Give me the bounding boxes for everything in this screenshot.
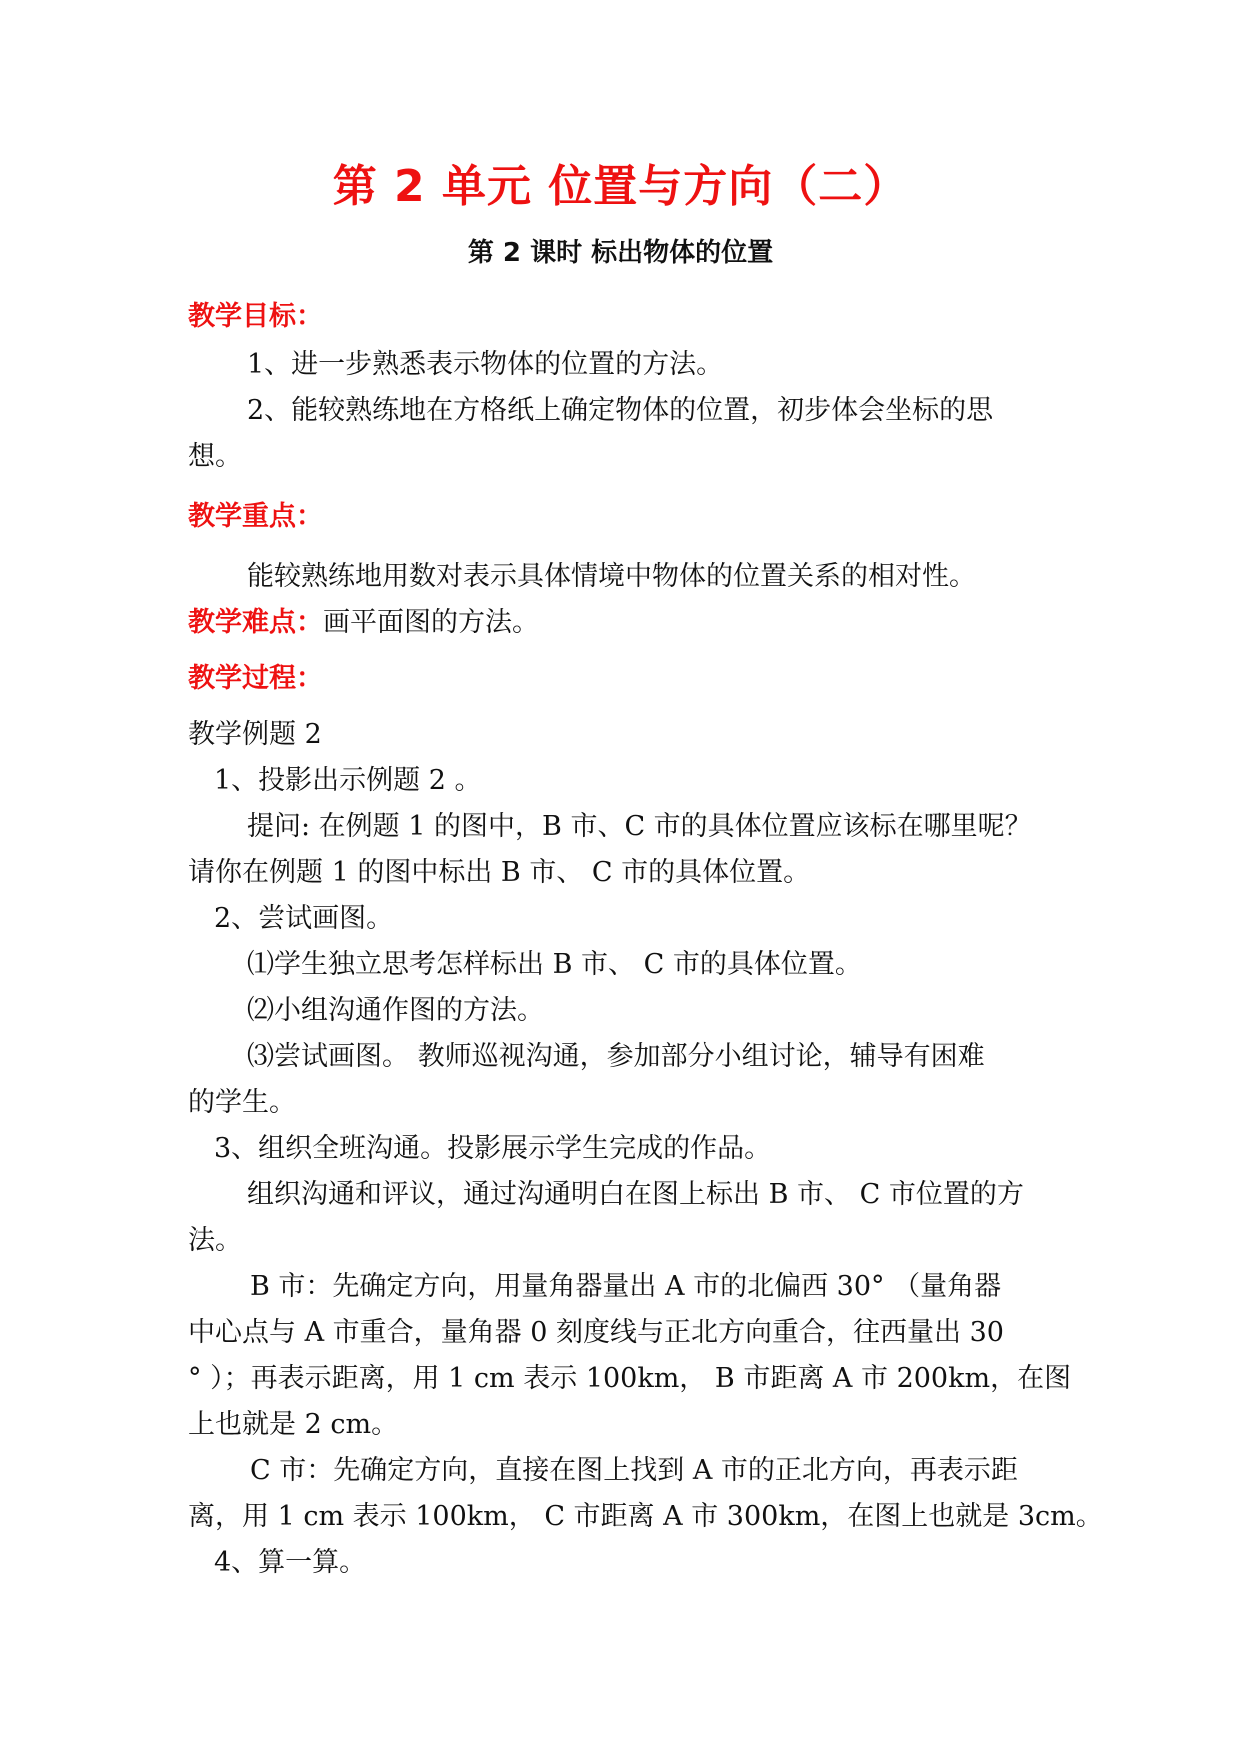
- sub-step-2: ⑵小组沟通作图的方法。: [247, 995, 544, 1026]
- lesson-subtitle: 第 2 课时 标出物体的位置: [467, 238, 774, 268]
- b-city-line-1: B 市：先确定方向，用量角器量出 A 市的北偏西 30° （量角器: [250, 1271, 1002, 1302]
- question-line-1: 提问: 在例题 1 的图中，B 市、C 市的具体位置应该标在哪里呢？: [247, 811, 1032, 842]
- discussion-line-1: 组织沟通和评议，通过沟通明白在图上标出 B 市、 C 市位置的方: [247, 1179, 1024, 1210]
- sub-step-1: ⑴学生独立思考怎样标出 B 市、 C 市的具体位置。: [247, 949, 862, 980]
- c-city-line-2: 离，用 1 cm 表示 100km， C 市距离 A 市 300km，在图上也就是 3cm。: [188, 1501, 1103, 1532]
- example-title: 教学例题 2: [188, 719, 322, 750]
- process-heading: 教学过程：: [188, 663, 323, 694]
- discussion-line-2: 法。: [188, 1225, 242, 1256]
- key-points-text: 能较熟练地用数对表示具体情境中物体的位置关系的相对性。: [247, 561, 976, 592]
- goals-heading: 教学目标：: [188, 301, 323, 332]
- question-line-2: 请你在例题 1 的图中标出 B 市、 C 市的具体位置。: [188, 857, 811, 888]
- difficulty-row: [188, 600, 1068, 646]
- key-points-heading: 教学重点：: [188, 501, 323, 532]
- difficulty-heading: 教学难点：: [188, 607, 323, 638]
- document-title: 第 2 单元 位置与方向（二）: [332, 161, 909, 212]
- sub-step-3-line-1: ⑶尝试画图。 教师巡视沟通，参加部分小组讨论，辅导有困难: [247, 1041, 985, 1072]
- sub-step-3-line-2: 的学生。: [188, 1087, 296, 1118]
- process-step-4: 4、算一算。: [214, 1547, 367, 1578]
- process-step-3: 3、组织全班沟通。投影展示学生完成的作品。: [214, 1133, 772, 1164]
- b-city-line-4: 上也就是 2 cm。: [188, 1409, 399, 1440]
- goal-item-2-line-2: 想。: [188, 441, 242, 472]
- process-step-2: 2、尝试画图。: [214, 903, 394, 934]
- b-city-line-2: 中心点与 A 市重合，量角器 0 刻度线与正北方向重合，往西量出 30: [188, 1317, 1004, 1348]
- goal-item-1: 1、进一步熟悉表示物体的位置的方法。: [247, 349, 724, 380]
- goal-item-2-line-1: 2、能较熟练地在方格纸上确定物体的位置，初步体会坐标的思: [247, 395, 994, 426]
- difficulty-text: 画平面图的方法。: [323, 607, 539, 638]
- b-city-line-3: ° ）；再表示距离，用 1 cm 表示 100km， B 市距离 A 市 200km，在图: [188, 1363, 1072, 1394]
- c-city-line-1: C 市：先确定方向，直接在图上找到 A 市的正北方向，再表示距: [250, 1455, 1018, 1486]
- process-step-1: 1、投影出示例题 2 。: [214, 765, 482, 796]
